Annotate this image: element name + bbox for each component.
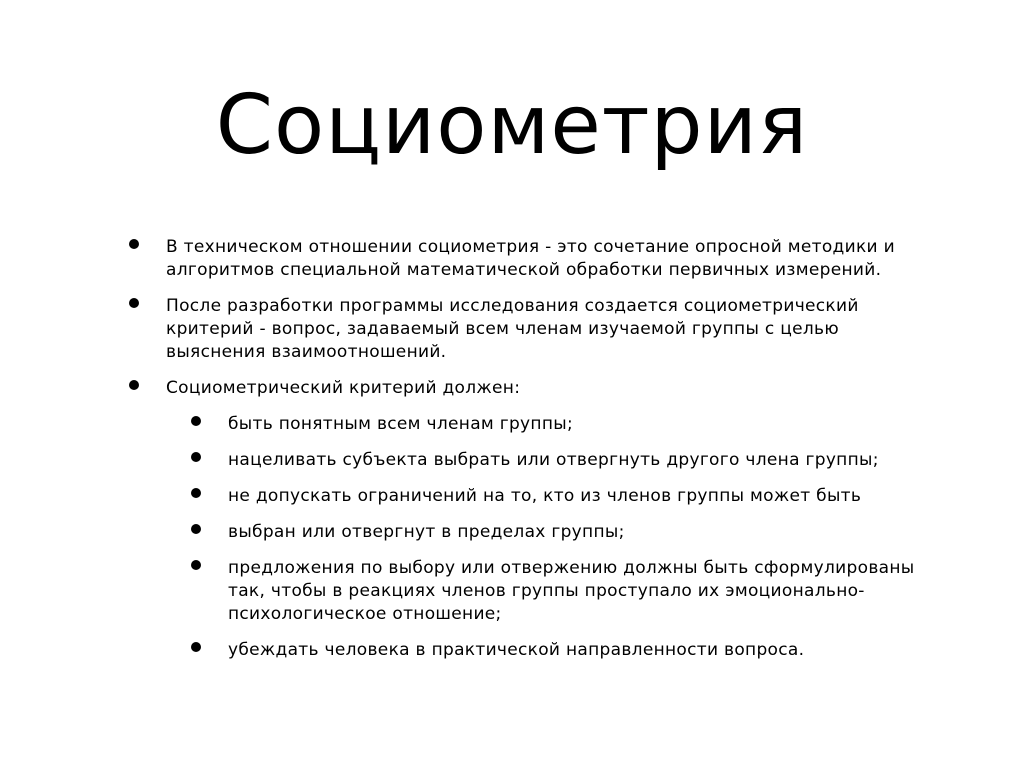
sub-bullet-text: предложения по выбору или отвержению должны быть сформулированы так, чтобы в реакциях членов группы проступало их эмоционально-психологическое отношение; <box>228 558 915 624</box>
bullet-dot-icon <box>191 452 201 462</box>
sub-bullet-text: не допускать ограничений на то, кто из членов группы может быть <box>228 486 862 506</box>
bullet-text: В техническом отношении социометрия - это сочетание опросной методики и алгоритмов специальной математической обработки первичных измерений. <box>166 237 895 280</box>
bullet-item <box>128 377 928 400</box>
sub-bullet-item <box>190 449 928 472</box>
sub-bullet-item <box>190 413 928 436</box>
sub-bullet-text: быть понятным всем членам группы; <box>228 414 574 434</box>
sub-bullet-item <box>190 485 928 508</box>
sub-bullet-item <box>190 521 928 544</box>
bullet-dot-icon <box>129 239 139 249</box>
sub-bullet-text: нацеливать субъекта выбрать или отвергнуть другого члена группы; <box>228 450 879 470</box>
sub-bullet-item <box>190 557 928 626</box>
bullet-dot-icon <box>129 298 139 308</box>
sub-bullet-text: выбран или отвергнут в пределах группы; <box>228 522 625 542</box>
sub-bullet-text: убеждать человека в практической направленности вопроса. <box>228 640 805 660</box>
bullet-text: Социометрический критерий должен: <box>166 378 521 398</box>
bullet-dot-icon <box>191 416 201 426</box>
bullet-item <box>128 295 928 364</box>
bullet-dot-icon <box>191 642 201 652</box>
bullet-dot-icon <box>191 524 201 534</box>
bullet-dot-icon <box>191 560 201 570</box>
bullet-text: После разработки программы исследования создается социометрический критерий - вопрос, задаваемый всем членам изучаемой группы с целью выяснения взаимоотношений. <box>166 296 859 362</box>
bullet-item <box>128 236 928 282</box>
sub-bullet-item <box>190 639 928 662</box>
bullet-dot-icon <box>191 488 201 498</box>
slide-title: Социометрия <box>215 78 809 173</box>
bullet-list <box>128 236 928 675</box>
bullet-dot-icon <box>129 380 139 390</box>
